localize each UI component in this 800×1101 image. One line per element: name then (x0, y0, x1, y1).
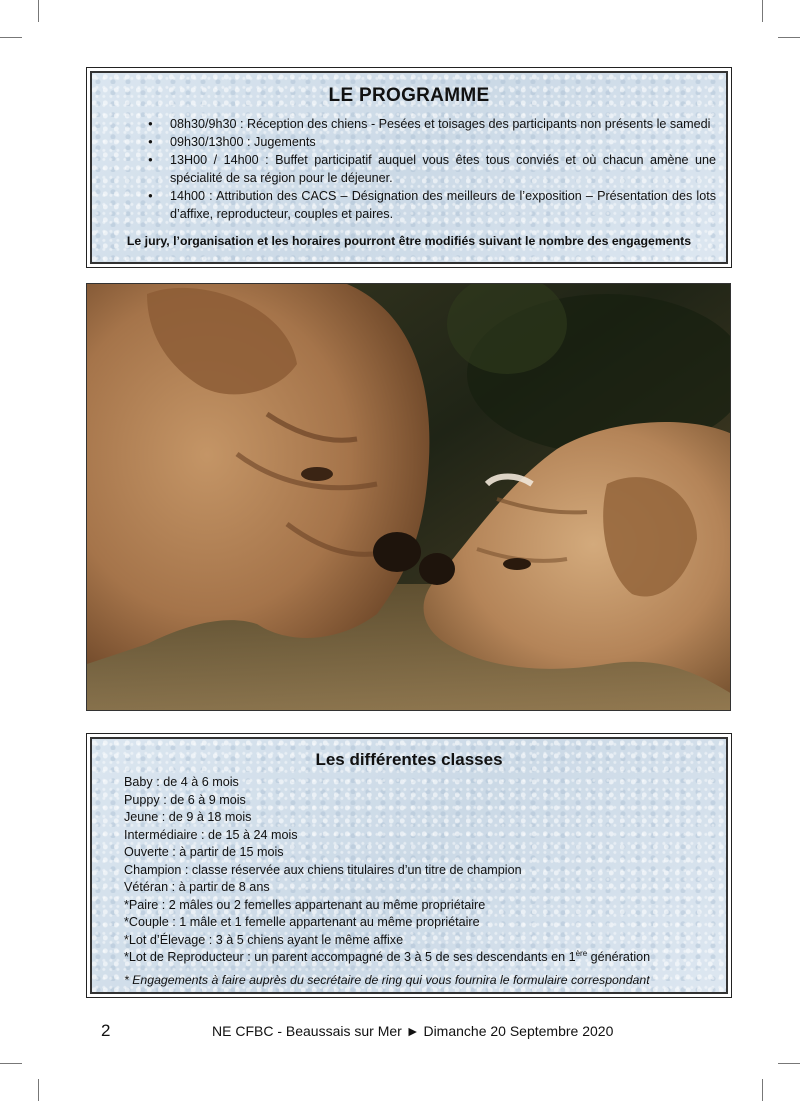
programme-item: ● 14h00 : Attribution des CACS – Désignation des meilleurs de l’exposition – Présentation des lots d’affixe, reproducteur, couples et paires. (170, 187, 716, 223)
two-dogs-photo (86, 283, 731, 711)
class-row-text: *Lot de Reproducteur : un parent accompagné de 3 à 5 de ses descendants en 1 (124, 950, 576, 964)
class-row-suffix: génération (587, 950, 651, 964)
classes-box (86, 733, 732, 998)
crop-mark (0, 1063, 22, 1064)
crop-mark (762, 0, 763, 22)
class-row: Jeune : de 9 à 18 mois (124, 810, 252, 824)
crop-mark (38, 0, 39, 22)
class-row: Ouverte : à partir de 15 mois (124, 845, 284, 859)
class-row: Puppy : de 6 à 9 mois (124, 792, 246, 807)
crop-mark (778, 1063, 800, 1064)
classes-list (92, 774, 726, 967)
class-row: Intermédiaire : de 15 à 24 mois (124, 827, 298, 842)
classes-note: * Engagements à faire auprès du secrétaire de ring qui vous fournira le formulaire correspondant (124, 972, 650, 987)
class-row-superscript: ère (575, 948, 588, 958)
class-row-reproducteur (124, 949, 726, 967)
dogs-illustration (87, 284, 731, 711)
page-number: 2 (101, 1021, 111, 1040)
classes-title: Les différentes classes (315, 750, 503, 769)
class-row: *Lot d’Élevage : 3 à 5 chiens ayant le même affixe (124, 932, 404, 947)
crop-mark (38, 1079, 39, 1101)
class-row: *Paire : 2 mâles ou 2 femelles appartenant au même propriétaire (124, 897, 486, 912)
programme-list (92, 115, 726, 223)
class-row: Champion : classe réservée aux chiens titulaires d’un titre de champion (124, 862, 522, 877)
class-row: Baby : de 4 à 6 mois (124, 775, 239, 789)
programme-item: ● 08h30/9h30 : Réception des chiens - Pesées et toisages des participants non présents le samedi (170, 115, 716, 133)
programme-box (86, 67, 732, 268)
crop-mark (762, 1079, 763, 1101)
crop-mark (0, 37, 22, 38)
programme-item: ● 09h30/13h00 : Jugements (170, 133, 716, 151)
class-row: *Couple : 1 mâle et 1 femelle appartenant au même propriétaire (124, 915, 480, 929)
programme-note: Le jury, l’organisation et les horaires pourront être modifiés suivant le nombre des engagements (126, 234, 692, 248)
class-row: Vétéran : à partir de 8 ans (124, 880, 270, 894)
crop-mark (778, 37, 800, 38)
programme-panel (90, 71, 728, 264)
page-footer (0, 1021, 800, 1041)
programme-item: ● 13H00 / 14h00 : Buffet participatif auquel vous êtes tous conviés et où chacun amène une spécialité de sa région pour le déjeuner. (170, 151, 716, 187)
programme-title: LE PROGRAMME (328, 85, 490, 106)
footer-text: NE CFBC - Beaussais sur Mer ► Dimanche 20 Septembre 2020 (212, 1023, 614, 1039)
classes-panel (90, 737, 728, 994)
